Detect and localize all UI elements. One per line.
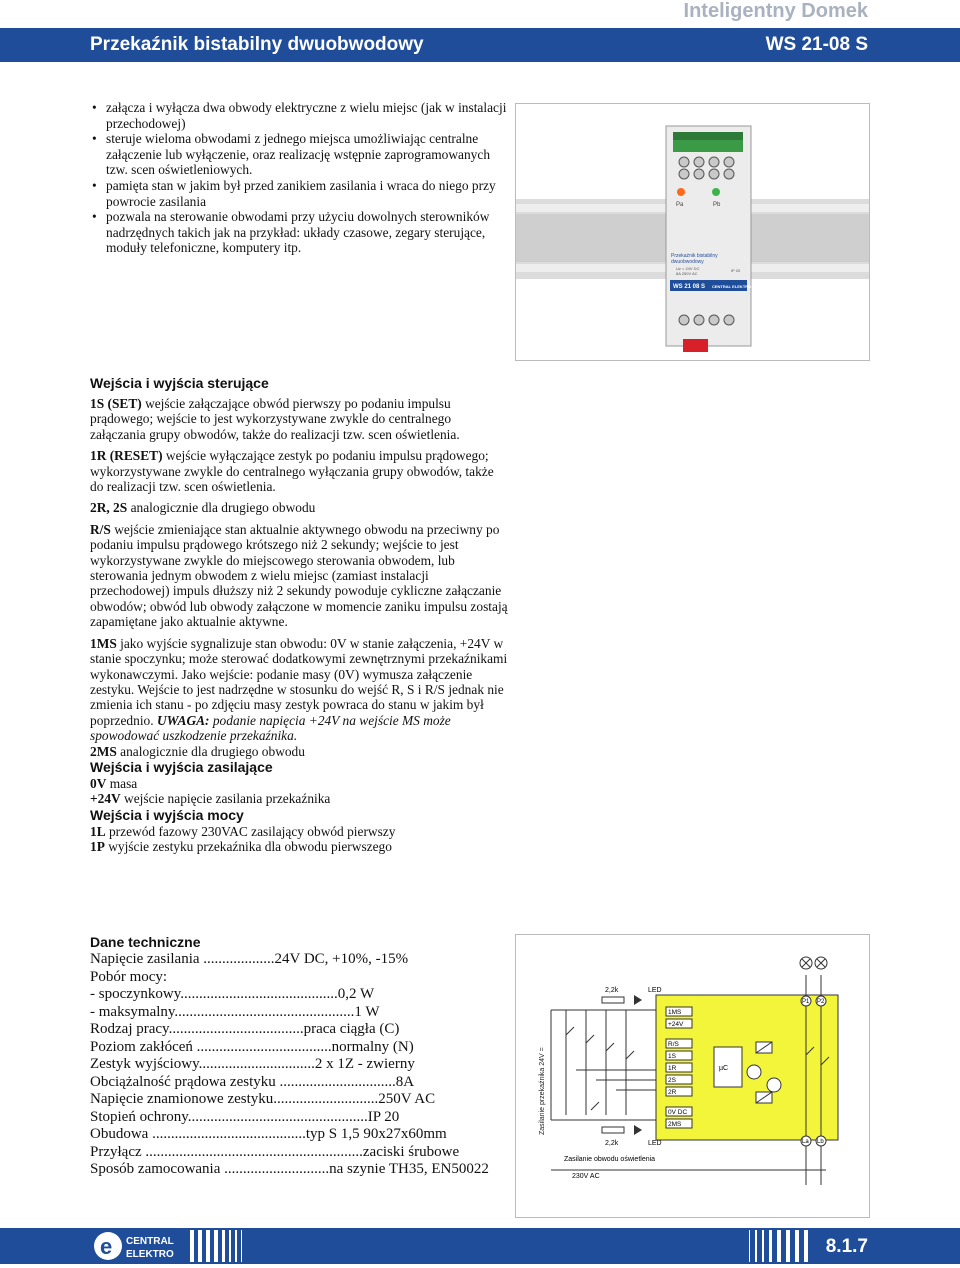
brand-name: Inteligentny Domek xyxy=(683,0,868,22)
tech-row: Napięcie znamionowe zestyku............................250V AC xyxy=(90,1091,436,1107)
decorative-stripes-left xyxy=(190,1230,260,1267)
product-photo xyxy=(515,103,870,361)
tech-row: Zestyk wyjściowy...............................2 x 1Z - zwierny xyxy=(90,1056,415,1072)
svg-text:ELEKTRO: ELEKTRO xyxy=(126,1249,174,1260)
device-rating-1: Uz = 24V DC xyxy=(676,266,700,271)
terminal-1s: 1S xyxy=(668,1053,676,1060)
tech-row: - maksymalny................................................1 W xyxy=(90,1003,380,1020)
terminal-0vdc: 0V DC xyxy=(668,1109,688,1116)
supply-heading: Wejścia i wyjścia zasilające xyxy=(90,758,273,775)
feature-item: • pamięta stan w jakim był przed zanikiem zasilania i wraca do niego przy powrocie zasilania xyxy=(90,178,510,209)
io-heading: Wejścia i wyjścia sterujące xyxy=(90,375,269,391)
led-label-b: Pb xyxy=(713,202,721,208)
device-ip: IP 20 xyxy=(731,268,741,273)
paragraph-1ms: 1MS jako wyjście sygnalizuje stan obwodu: 0V w stanie załączenia, +24V w stanie spoczynku; może sterować dodatkowymi zewnętrznymi przekaźnikami wykonawczymi. Jako wejście: podanie masy (0V) wymusza załączenie zestyku. Wejście to jest nadrzędne w stosunku do wejść R, S i R/S jednak nie zmienia ich stanu - po zdjęciu masy zestyk powraca do stanu w jakim był poprzednio. UWAGA: podanie napięcia +24V na wejście MS może spowodować uszkodzenie przekaźnika. xyxy=(90,635,508,744)
svg-text:e: e xyxy=(100,1234,113,1259)
paragraph-1p: 1P wyjście zestyku przekaźnika dla obwodu pierwszego xyxy=(90,839,392,855)
wiring-diagram xyxy=(515,934,870,1218)
device-rating-2: 8A 250V AC xyxy=(676,271,698,276)
paragraph-2ms: 2MS analogicznie dla drugiego obwodu xyxy=(90,743,305,759)
feature-item: • steruje wieloma obwodami z jednego miejsca umożliwiając centralne załączenie lub wyłączenie, oraz realizację wstępnie zaprogramowanych tzw. scen oświetleniowych. xyxy=(90,131,510,178)
description-body xyxy=(90,375,510,855)
terminal-1r: 1R xyxy=(668,1065,677,1072)
tech-row: Poziom zakłóceń ....................................normalny (N) xyxy=(90,1038,414,1055)
device-name-line1: Przekaźnik bistabilny xyxy=(671,253,718,259)
tech-row: Obciążalność prądowa zestyku ...............................8A xyxy=(90,1073,415,1090)
paragraph-2r2s: 2R, 2S analogicznie dla drugiego obwodu xyxy=(90,500,316,516)
terminal-p2: P2 xyxy=(817,999,825,1005)
tech-row: Sposób zamocowania ............................na szynie TH35, EN50022 xyxy=(90,1161,489,1177)
supply-vertical-label: Zasilanie przekaźnika 24V = xyxy=(539,1047,546,1135)
svg-text:CENTRAL: CENTRAL xyxy=(126,1236,174,1247)
terminal-2ms: 2MS xyxy=(668,1121,682,1128)
feature-item: • pozwala na sterowanie obwodami przy użyciu dowolnych sterowników nadrzędnych takich jak na przykład: układy czasowe, zegary sterujące, moduły telefoniczne, komputery itp. xyxy=(90,209,510,256)
led-top-label: LED xyxy=(648,987,662,994)
tech-row: Stopień ochrony................................................IP 20 xyxy=(90,1108,400,1125)
device-illustration xyxy=(516,104,869,360)
terminal-1ms: 1MS xyxy=(668,1009,682,1016)
led-label-a: Pa xyxy=(676,202,684,208)
device-name-line2: dwuobwodowy xyxy=(671,259,704,265)
device-model-label: WS 21 08 S xyxy=(673,284,706,290)
tech-row: Obudowa .........................................typ S 1,5 90x27x60mm xyxy=(90,1126,447,1142)
terminal-2s: 2S xyxy=(668,1077,676,1084)
paragraph-1s: 1S (SET) wejście załączające obwód pierwszy po podaniu impulsu prądowego; wejście to jest wykorzystywane zwykle do centralnego załączania grupy obwodów, także do realizacji tzw. scen oświetlenia. xyxy=(90,396,460,442)
terminal-p1: P1 xyxy=(802,999,810,1005)
tech-row: - spoczynkowy..........................................0,2 W xyxy=(90,986,375,1002)
tech-heading: Dane techniczne xyxy=(90,934,201,950)
ac-supply-label: 230V AC xyxy=(572,1173,600,1180)
page-number: 8.1.7 xyxy=(825,1236,868,1257)
technical-data xyxy=(90,934,502,1179)
terminal-rs: R/S xyxy=(668,1041,679,1048)
resistor-top-label: 2,2k xyxy=(605,987,619,994)
feature-item: • załącza i wyłącza dwa obwody elektryczne z wielu miejsc (jak w instalacji przechodowej) xyxy=(90,100,510,131)
led-bottom-label: LED xyxy=(648,1140,662,1147)
tech-row: Pobór mocy: xyxy=(90,968,168,985)
resistor-bottom-label: 2,2k xyxy=(605,1140,619,1147)
microcontroller-label: µC xyxy=(719,1065,729,1072)
terminal-24v: +24V xyxy=(668,1021,684,1028)
central-elektro-logo xyxy=(92,1229,187,1268)
feature-list xyxy=(90,100,510,256)
paragraph-24v: +24V wejście napięcie zasilania przekaźnika xyxy=(90,791,331,807)
power-heading: Wejścia i wyjścia mocy xyxy=(90,806,244,823)
paragraph-0v: 0V masa xyxy=(90,775,138,791)
decorative-stripes-right xyxy=(745,1230,815,1267)
terminal-2r: 2R xyxy=(668,1089,677,1096)
tech-row: Napięcie zasilania ...................24V DC, +10%, -15% xyxy=(90,951,409,967)
terminal-lb: Lb xyxy=(817,1139,824,1145)
model-number: WS 21-08 S xyxy=(765,34,868,55)
tech-row: Przyłącz ..........................................................zaciski śrubowe xyxy=(90,1143,460,1160)
paragraph-rs: R/S wejście zmieniające stan aktualnie aktywnego obwodu na przeciwny po podaniu impulsu prądowego krótszego niż 2 sekundy; wejście to jest wykorzystywane zwykle do miejscowego sterowania obwodem, lub sterowania jednym obwodem z wielu miejsc (zamiast instalacji przechodowej) impuls dłuższy niż 2 sekundy powoduje cykliczne załączanie obwodów; obwód lub obwody załączone w momencie zaniku impulsu zostają zapamiętane jako aktualnie aktywne. xyxy=(90,521,508,630)
page-title: Przekaźnik bistabilny dwuobwodowy xyxy=(90,34,424,55)
paragraph-1r: 1R (RESET) wejście wyłączające zestyk po podaniu impulsu prądowego; wykorzystywane zwykle do centralnego wyłączania grupy obwodów, także do realizacji tzw. scen oświetlenia. xyxy=(90,448,494,495)
lighting-supply-label: Zasilanie obwodu oświetlenia xyxy=(564,1156,656,1163)
tech-row: Rodzaj pracy....................................praca ciągła (C) xyxy=(90,1021,400,1037)
terminal-la: La xyxy=(802,1139,809,1145)
paragraph-1l: 1L przewód fazowy 230VAC zasilający obwód pierwszy xyxy=(90,823,396,839)
device-brand-label: CENTRAL ELEKTRO xyxy=(712,284,752,289)
